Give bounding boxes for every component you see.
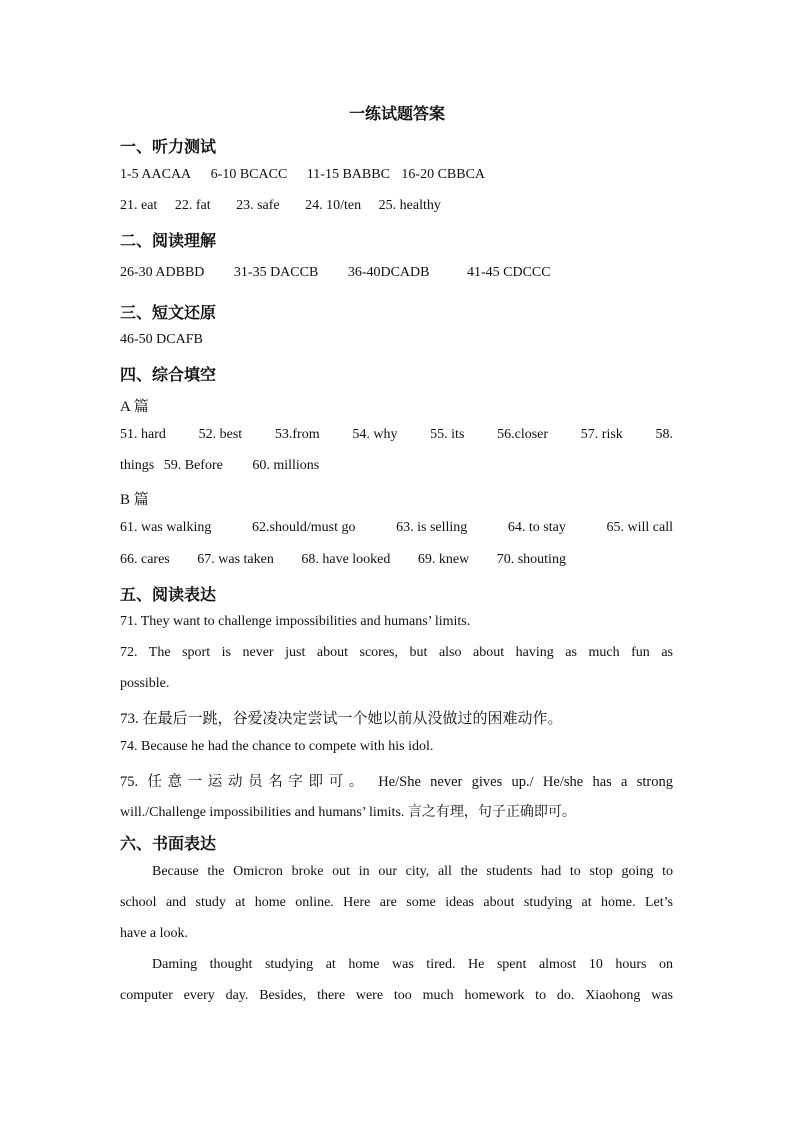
section-heading-reading-expression: 五、阅读表达 — [120, 587, 217, 604]
answer-group: 11-15 BABBC — [306, 167, 390, 182]
answer-line-61-65 — [120, 520, 673, 536]
answer-item: 22. fat — [174, 198, 211, 213]
answer-item: 23. safe — [236, 198, 280, 213]
answer-item: things — [120, 458, 155, 473]
answer-group: 6-10 BCACC — [210, 167, 288, 182]
answer-group: 31-35 DACCB — [233, 265, 319, 280]
answer-72-line-2: possible. — [120, 676, 170, 691]
essay-p2-line-2: computer every day. Besides, there were too much homework to do. Xiaohong was — [120, 988, 673, 1003]
answer-group: 16-20 CBBCA — [401, 167, 486, 182]
answer-line-21-25 — [120, 198, 441, 214]
answer-75-line-1: 75. 任意一运动员名字即可。 He/She never gives up./ He/she has a strong — [120, 774, 673, 790]
answer-group: 1-5 AACAA — [120, 167, 192, 182]
answer-item: 65. will call — [606, 520, 673, 535]
answer-line-1-20 — [120, 167, 485, 183]
section-heading-reading: 二、阅读理解 — [120, 233, 217, 250]
section-heading-cloze: 四、综合填空 — [120, 367, 217, 384]
answer-item: 51. hard — [120, 427, 166, 442]
section-heading-listening: 一、听力测试 — [120, 139, 217, 156]
page-title: 一练试题答案 — [348, 106, 445, 123]
answer-line-66-70 — [120, 552, 566, 568]
answer-item: 63. is selling — [396, 520, 468, 535]
section-heading-writing: 六、书面表达 — [120, 836, 217, 853]
answer-item: 68. have looked — [301, 552, 391, 567]
answer-item: 59. Before — [163, 458, 223, 473]
answer-item: 56.closer — [497, 427, 549, 442]
part-b-label: B 篇 — [120, 492, 149, 508]
answer-item: 64. to stay — [507, 520, 566, 535]
answer-74: 74. Because he had the chance to compete with his idol. — [120, 739, 434, 754]
essay-p1-line-3: have a look. — [120, 926, 189, 941]
answer-item: 52. best — [198, 427, 243, 442]
answer-item: 21. eat — [120, 198, 158, 213]
answer-line-58-60 — [120, 458, 319, 474]
answer-line-26-45 — [120, 265, 551, 281]
essay-p1-line-2: school and study at home online. Here are some ideas about studying at home. Let’s — [120, 895, 673, 910]
answer-item: 24. 10/ten — [305, 198, 362, 213]
answer-item: 69. knew — [417, 552, 470, 567]
answer-item: 25. healthy — [378, 198, 441, 213]
essay-p1-line-1: Because the Omicron broke out in our city, all the students had to stop going to — [152, 864, 673, 879]
answer-group: 26-30 ADBBD — [120, 265, 205, 280]
answer-group: 41-45 CDCCC — [466, 265, 551, 280]
answer-line-46-50: 46-50 DCAFB — [120, 332, 203, 347]
answer-group: 36-40DCADB — [347, 265, 430, 280]
answer-71: 71. They want to challenge impossibilities and humans’ limits. — [120, 614, 471, 629]
answer-item: 67. was taken — [197, 552, 274, 567]
part-a-label: A 篇 — [120, 399, 149, 415]
answer-item: 62.should/must go — [252, 520, 356, 535]
answer-item: 55. its — [430, 427, 465, 442]
answer-item: 58. — [655, 427, 673, 442]
essay-p2-line-1: Daming thought studying at home was tired. He spent almost 10 hours on — [152, 957, 673, 972]
answer-item: 60. millions — [252, 458, 320, 473]
answer-75-line-2: will./Challenge impossibilities and humans’ limits. 言之有理，句子正确即可。 — [120, 805, 576, 820]
answer-item: 54. why — [352, 427, 398, 442]
answer-72-line-1: 72. The sport is never just about scores, but also about having as much fun as — [120, 645, 673, 660]
answer-item: 57. risk — [580, 427, 623, 442]
answer-line-51-58 — [120, 427, 673, 443]
answer-item: 66. cares — [120, 552, 170, 567]
answer-item: 70. shouting — [496, 552, 566, 567]
section-heading-passage-restore: 三、短文还原 — [120, 305, 217, 322]
answer-73: 73. 在最后一跳，谷爱凌决定尝试一个她以前从没做过的困难动作。 — [120, 711, 563, 727]
answer-item: 53.from — [274, 427, 320, 442]
answer-item: 61. was walking — [120, 520, 212, 535]
